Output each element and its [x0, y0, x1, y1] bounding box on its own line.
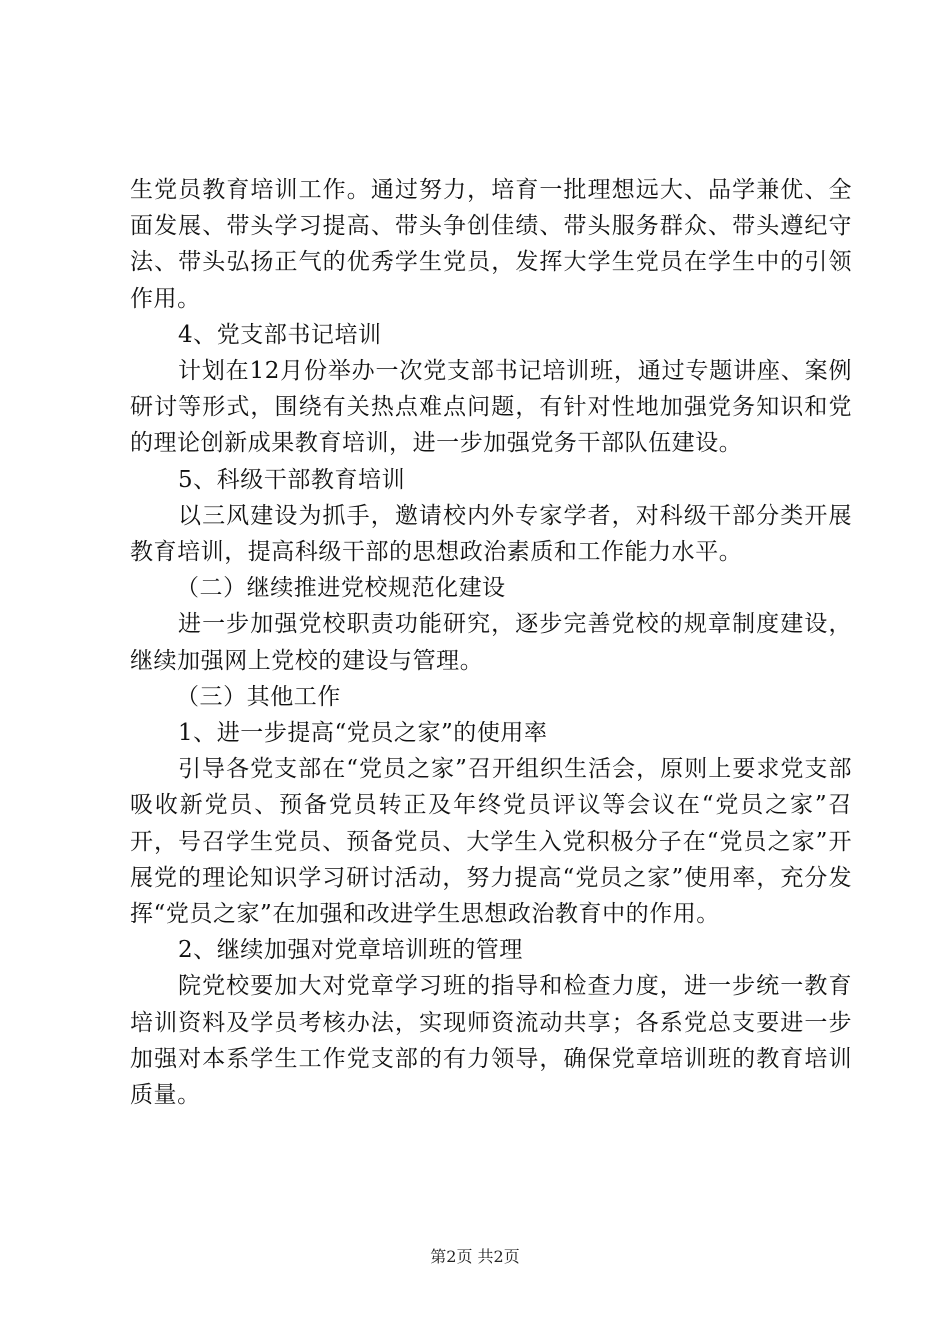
section-heading-member-home: 1、进一步提高“党员之家”的使用率	[178, 720, 548, 747]
paragraph-charter-class: 院党校要加大对党章学习班的指导和检查力度，进一步统一教育培训资料及学员考核办法，实现师资流动共享；各系党总支要进一步加强对本系学生工作党支部的有力领导，确保党章培训班的教育培训质量。	[130, 973, 852, 1109]
section-heading-party-secretary-training: 4、党支部书记培训	[178, 321, 382, 348]
paragraph-party-secretary-training: 计划在12月份举办一次党支部书记培训班，通过专题讲座、案例研讨等形式，围绕有关热点难点问题，有针对性地加强党务知识和党的理论创新成果教育培训，进一步加强党务干部队伍建设。	[130, 358, 852, 457]
section-heading-charter-class: 2、继续加强对党章培训班的管理	[178, 937, 523, 964]
paragraph-continuation: 生党员教育培训工作。通过努力，培育一批理想远大、品学兼优、全面发展、带头学习提高、带头争创佳绩、带头服务群众、带头遵纪守法、带头弘扬正气的优秀学生党员，发挥大学生党员在学生中的引领作用。	[130, 177, 852, 312]
page-footer: 第2页 共2页	[430, 1247, 520, 1266]
paragraph-party-school: 进一步加强党校职责功能研究，逐步完善党校的规章制度建设，继续加强网上党校的建设与管理。	[130, 611, 852, 674]
paragraph-member-home: 引导各党支部在“党员之家”召开组织生活会，原则上要求党支部吸收新党员、预备党员转正及年终党员评议等会议在“党员之家”召开，号召学生党员、预备党员、大学生入党积极分子在“党员之家”开展党的理论知识学习研讨活动，努力提高“党员之家”使用率，充分发挥“党员之家”在加强和改进学生思想政治教育中的作用。	[130, 756, 852, 928]
section-heading-other-work: （三）其他工作	[176, 683, 341, 710]
paragraph-cadre-training: 以三风建设为抓手，邀请校内外专家学者，对科级干部分类开展教育培训，提高科级干部的思想政治素质和工作能力水平。	[130, 502, 852, 566]
section-heading-party-school: （二）继续推进党校规范化建设	[176, 575, 506, 602]
document-body	[130, 172, 852, 1113]
section-heading-cadre-training: 5、科级干部教育培训	[178, 466, 406, 493]
